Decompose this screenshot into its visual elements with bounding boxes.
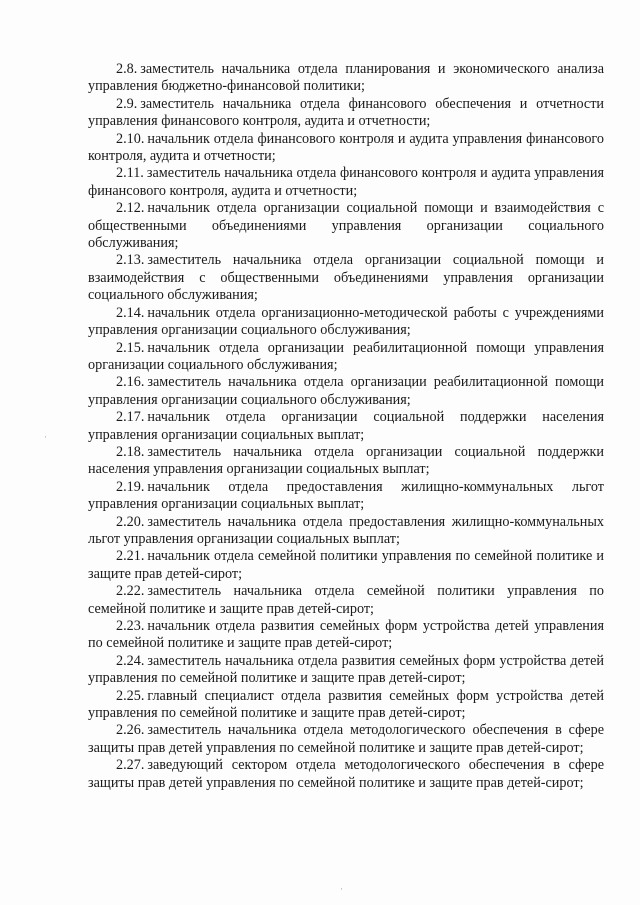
list-item bbox=[88, 583, 604, 618]
list-item bbox=[88, 653, 604, 688]
item-number: 2.17. bbox=[116, 409, 145, 426]
document-body bbox=[88, 61, 604, 792]
list-item bbox=[88, 61, 604, 96]
item-text: начальник отдела организации социальной помощи и взаимодействия с общественными объединениями управления организации социального обслуживания; bbox=[88, 200, 604, 252]
item-number: 2.19. bbox=[116, 478, 145, 495]
item-number: 2.15. bbox=[116, 339, 145, 356]
list-item bbox=[88, 200, 604, 252]
list-item bbox=[88, 618, 604, 653]
item-text: заместитель начальника отдела организации социальной поддержки населения управления организации социальных выплат; bbox=[88, 443, 604, 478]
list-item bbox=[88, 444, 604, 479]
list-item bbox=[88, 548, 604, 583]
item-text: заместитель начальника отдела финансового обеспечения и отчетности управления финансового контроля, аудита и отчетности; bbox=[88, 95, 604, 130]
item-number: 2.26. bbox=[116, 722, 145, 739]
item-text: заместитель начальника отдела планирования и экономического анализа управления бюджетно-финансовой политики; bbox=[88, 61, 604, 95]
item-text: главный специалист отдела развития семейных форм устройства детей управления по семейной политике и защите прав детей-сирот; bbox=[88, 687, 604, 722]
list-item bbox=[88, 252, 604, 304]
item-text: заместитель начальника отдела организации социальной помощи и взаимодействия с общественными объединениями управления организации социального обслуживания; bbox=[88, 252, 604, 304]
item-text: заместитель начальника отдела семейной политики управления по семейной политике и защите прав детей-сирот; bbox=[88, 583, 604, 617]
item-text: начальник отдела предоставления жилищно-коммунальных льгот управления организации социальных выплат; bbox=[88, 478, 604, 513]
item-text: начальник отдела организационно-методической работы с учреждениями управления организации социального обслуживания; bbox=[88, 304, 604, 339]
item-text: заведующий сектором отдела методологического обеспечения в сфере защиты прав детей управления по семейной политике и защите прав детей-сирот; bbox=[88, 757, 604, 791]
item-text: заместитель начальника отдела организации реабилитационной помощи управления организации социального обслуживания; bbox=[88, 374, 604, 408]
list-item bbox=[88, 722, 604, 757]
item-number: 2.21. bbox=[116, 548, 145, 565]
list-item bbox=[88, 96, 604, 131]
item-number: 2.24. bbox=[116, 652, 145, 669]
item-number: 2.23. bbox=[116, 618, 145, 634]
list-item bbox=[88, 757, 604, 792]
item-text: заместитель начальника отдела предоставления жилищно-коммунальных льгот управления организации социальных выплат; bbox=[88, 513, 604, 547]
item-text: начальник отдела финансового контроля и аудита управления финансового контроля, аудита и отчетности; bbox=[88, 130, 604, 165]
list-item bbox=[88, 131, 604, 166]
item-number: 2.27. bbox=[116, 757, 145, 774]
item-number: 2.11. bbox=[116, 165, 144, 182]
item-number: 2.20. bbox=[116, 513, 145, 530]
item-text: заместитель начальника отдела финансового контроля и аудита управления финансового контроля, аудита и отчетности; bbox=[88, 165, 604, 199]
item-text: заместитель начальника отдела методологического обеспечения в сфере защиты прав детей управления по семейной политике и защите прав детей-сирот; bbox=[88, 722, 604, 756]
list-item bbox=[88, 479, 604, 514]
list-item bbox=[88, 409, 604, 444]
item-number: 2.25. bbox=[116, 687, 145, 704]
item-text: начальник отдела организации реабилитационной помощи управления организации социального обслуживания; bbox=[88, 339, 604, 373]
item-text: заместитель начальника отдела развития семейных форм устройства детей управления по семейной политике и защите прав детей-сирот; bbox=[88, 652, 604, 687]
item-text: начальник отдела развития семейных форм устройства детей управления по семейной политике и защите прав детей-сирот; bbox=[88, 618, 604, 652]
list-item bbox=[88, 305, 604, 340]
item-number: 2.9. bbox=[116, 95, 138, 112]
item-number: 2.12. bbox=[116, 200, 145, 217]
list-item bbox=[88, 340, 604, 375]
item-number: 2.14. bbox=[116, 304, 145, 321]
scan-speck: · bbox=[340, 884, 343, 894]
item-number: 2.10. bbox=[116, 130, 145, 147]
list-item bbox=[88, 688, 604, 723]
list-item bbox=[88, 514, 604, 549]
list-item bbox=[88, 374, 604, 409]
list-item bbox=[88, 165, 604, 200]
item-number: 2.16. bbox=[116, 374, 145, 391]
item-number: 2.22. bbox=[116, 583, 145, 600]
item-number: 2.8. bbox=[116, 61, 138, 77]
item-number: 2.18. bbox=[116, 443, 145, 460]
scan-speck: · bbox=[44, 432, 47, 442]
item-text: начальник отдела семейной политики управления по семейной политике и защите прав детей-сирот; bbox=[88, 548, 604, 582]
item-text: начальник отдела организации социальной поддержки населения управления организации социальных выплат; bbox=[88, 409, 604, 443]
item-number: 2.13. bbox=[116, 252, 145, 269]
